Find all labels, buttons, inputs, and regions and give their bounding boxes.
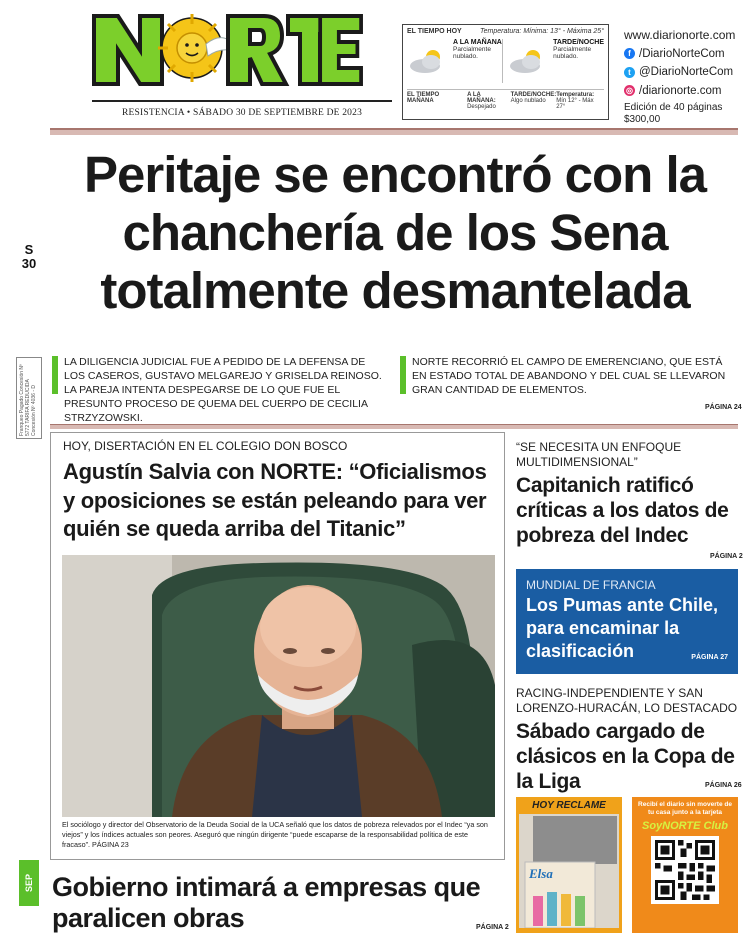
facebook-handle: /DiarioNorteCom	[639, 47, 725, 60]
story-pumas-page: PÁGINA 27	[691, 654, 728, 661]
interview-photo-art	[62, 555, 495, 817]
promo-reclame-image	[519, 814, 619, 928]
dateline: RESISTENCIA • SÁBADO 30 DE SEPTIEMBRE DE 2023	[121, 108, 363, 118]
instagram-handle: /diarionorte.com	[639, 84, 722, 97]
story-pumas-kicker: MUNDIAL DE FRANCIA	[526, 578, 656, 592]
main-page-ref: PÁGINA 24	[705, 404, 742, 411]
date-tab-sep: SEP	[19, 860, 39, 906]
weather-tomorrow	[407, 89, 604, 110]
weather-tomorrow-evening-label: TARDE/NOCHE:	[510, 92, 557, 98]
main-headline[interactable]: Peritaje se encontró con la chanchería de los Sena totalmente desmantelada	[83, 146, 707, 319]
facebook-icon: f	[624, 48, 635, 59]
side-date-letter: S	[24, 242, 34, 257]
story-capitanich-title[interactable]: Capitanich ratificó críticas a los datos de pobreza del Indec	[516, 474, 729, 547]
weather-header	[407, 28, 604, 35]
weather-evening-text: Parcialmente nublado.	[553, 46, 592, 60]
promo-reclame-title: HOY RECLAME	[532, 800, 606, 811]
weather-morning-text: Parcialmente nublado.	[453, 46, 491, 60]
edition-price: $300,00	[624, 114, 661, 125]
weather-evening-label: TARDE/NOCHE	[553, 39, 604, 46]
story-pumas-title[interactable]: Los Pumas ante Chile, para encaminar la clasificación	[526, 595, 719, 661]
promo-soynorte-club[interactable]	[632, 797, 738, 933]
promo-reclame-cover-title: Elsa	[529, 866, 553, 881]
feature-story	[50, 432, 505, 860]
partly-cloudy-icon	[507, 47, 551, 75]
story-capitanich-page: PÁGINA 2	[710, 553, 743, 560]
twitter-icon: t	[624, 67, 635, 78]
main-deck-right: NORTE RECORRIÓ EL CAMPO DE EMERENCIANO, QUE ESTÁ EN ESTADO TOTAL DE ABANDONO Y DEL CUAL SE LLEVARON GRAN CANTIDAD DE ELEMENTOS.	[400, 355, 730, 397]
story-clasicos-title[interactable]: Sábado cargado de clásicos en la Copa de la Liga	[516, 720, 735, 793]
bottom-page-ref: PÁGINA 2	[476, 924, 509, 931]
masthead-rule	[92, 100, 392, 102]
story-capitanich-kicker: “SE NECESITA UN ENFOQUE MULTIDIMENSIONAL”	[516, 440, 682, 469]
story-clasicos	[516, 686, 740, 794]
bottom-headline[interactable]: Gobierno intimará a empresas que paralicen obras	[52, 872, 481, 933]
weather-tomorrow-label: EL TIEMPO MAÑANA	[407, 92, 440, 104]
social-links	[624, 26, 750, 126]
feature-kicker: HOY, DISERTACIÓN EN EL COLEGIO DON BOSCO	[63, 439, 348, 453]
story-pumas	[516, 569, 738, 674]
facebook-link[interactable]	[624, 45, 750, 64]
weather-tomorrow-temp-label: Temperatura:	[556, 92, 595, 98]
norte-logo-art	[92, 10, 364, 90]
twitter-link[interactable]	[624, 63, 750, 82]
partly-cloudy-icon	[407, 47, 451, 75]
story-clasicos-page: PÁGINA 26	[705, 782, 742, 789]
website-link[interactable]: www.diarionorte.com	[624, 28, 736, 42]
mid-divider	[50, 424, 738, 429]
weather-evening	[502, 39, 604, 83]
weather-tomorrow-morning-text: Despejado	[467, 104, 496, 110]
weather-title: EL TIEMPO HOY	[407, 28, 462, 35]
story-capitanich	[516, 440, 740, 548]
qr-code-art	[655, 840, 715, 900]
qr-code-icon[interactable]	[651, 836, 719, 904]
instagram-link[interactable]	[624, 82, 750, 101]
instagram-icon: ◎	[624, 85, 635, 96]
weather-box	[402, 24, 609, 120]
edition-info	[624, 102, 750, 126]
norte-logo	[92, 10, 364, 90]
feature-caption: El sociólogo y director del Observatorio de la Deuda Social de la UCA señaló que los datos de pobreza relevados por el Indec “ya son viejos” y los índices actuales son peores. Aseguró que ningún dirigente “puede escaparse de la responsabilidad política de este fracaso”. PÁGINA 23	[62, 820, 488, 849]
promo-club-text: Recibí el diario sin moverte de tu casa junto a la tarjeta	[638, 801, 732, 816]
promo-hoy-reclame[interactable]	[516, 797, 622, 933]
weather-morning-label: A LA MAÑANA	[453, 39, 502, 46]
weather-tomorrow-morning-label: A LA MAÑANA:	[467, 92, 496, 104]
twitter-handle: @DiarioNorteCom	[639, 66, 734, 78]
top-divider	[50, 128, 738, 135]
weather-tomorrow-temp-text: Mín 12° - Máx 27°	[556, 98, 594, 110]
promo-club-brand: SoyNORTE Club	[642, 820, 728, 832]
side-date	[16, 243, 42, 271]
main-deck-left: LA DILIGENCIA JUDICIAL FUE A PEDIDO DE LA DEFENSA DE LOS CASEROS, GUSTAVO MELGAREJO Y GRISELDA REINOSO. LA PAREJA INTENTA DESPEGARSE DE LO QUE FUE EL PRESUNTO PROCESO DE QUEMA DEL CUERPO DE CECILIA STRZYZOWSKI.	[52, 355, 382, 425]
feature-photo	[62, 555, 495, 817]
postage-tab: Franqueo Pagado Concesión Nº 5772 TARIFA REDUCIDA Concesión Nº 4036 - D	[16, 357, 42, 439]
weather-morning	[407, 39, 502, 83]
edition-pages: Edición de 40 páginas	[624, 102, 723, 113]
story-clasicos-kicker: RACING-INDEPENDIENTE Y SAN LORENZO-HURACÁN, LO DESTACADO	[516, 686, 738, 715]
side-date-number: 30	[21, 256, 37, 271]
weather-temperature: Temperatura: Mínima: 13° - Máxima 25°	[480, 28, 604, 35]
weather-tomorrow-evening-text: Algo nublado	[510, 98, 546, 104]
feature-title[interactable]: Agustín Salvia con NORTE: “Oficialismos y oposiciones se están peleando para ver quién se queda arriba del Titanic”	[63, 459, 487, 541]
